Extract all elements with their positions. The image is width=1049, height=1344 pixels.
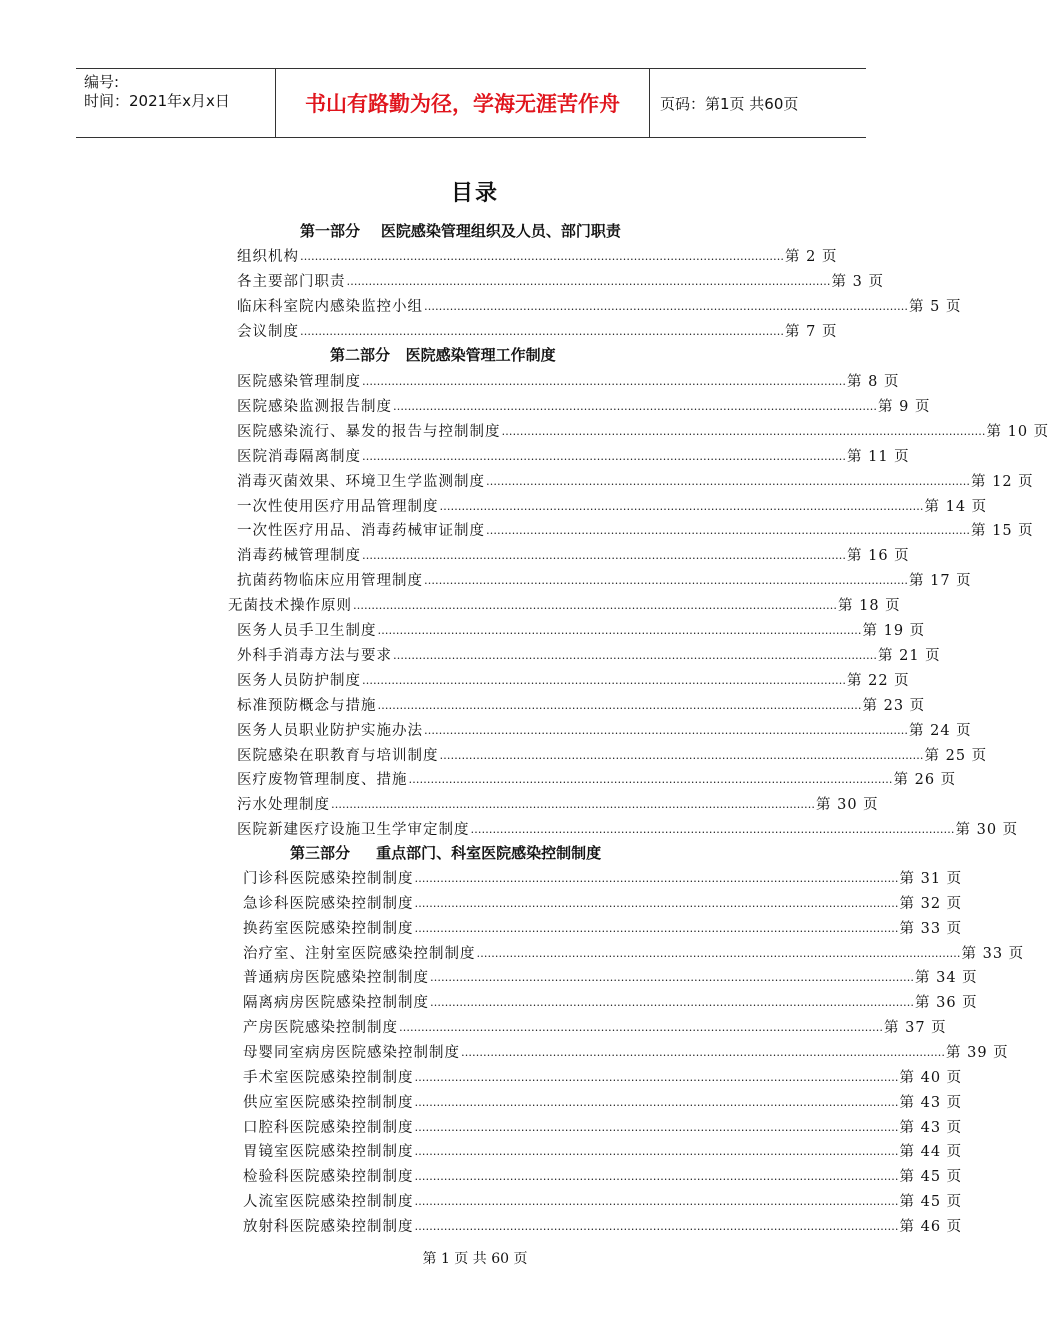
toc-entry-title: 手术室医院感染控制制度 xyxy=(243,1069,414,1086)
toc-entry-title: 一次性医疗用品、消毒药械审证制度 xyxy=(237,523,485,540)
toc-entry-page: 第 26 页 xyxy=(893,772,957,789)
toc-entry-title: 医院感染在职教育与培训制度 xyxy=(237,747,439,764)
section-heading: 第二部分 医院感染管理工作制度 xyxy=(330,346,556,364)
toc-entry-page: 第 44 页 xyxy=(899,1144,963,1161)
dot-leader: …………………………………………………………………………………………………………………… xyxy=(377,624,862,637)
page-footer: 第 1 页 共 60 页 xyxy=(422,1251,528,1267)
header-meta xyxy=(76,69,276,137)
toc-entry-page: 第 24 页 xyxy=(909,722,972,739)
toc-entry-page: 第 37 页 xyxy=(884,1020,947,1037)
toc-entry-title: 无菌技术操作原则 xyxy=(228,598,352,615)
toc-entry[interactable] xyxy=(237,319,838,341)
toc-entry-title: 治疗室、注射室医院感染控制制度 xyxy=(243,945,476,962)
toc-entry-page: 第 10 页 xyxy=(986,423,1049,440)
header-motto: 书山有路勤为径，学海无涯苦作舟 xyxy=(276,69,650,137)
dot-leader: …………………………………………………………………………………………………………………… xyxy=(414,1195,899,1209)
toc-entry-title: 标准预防概念与措施 xyxy=(237,697,377,714)
toc-entry-title: 供应室医院感染控制制度 xyxy=(243,1094,414,1111)
toc-entry-page: 第 9 页 xyxy=(878,398,931,415)
toc-entry-page: 第 17 页 xyxy=(909,573,972,590)
toc-entry-page: 第 18 页 xyxy=(838,598,901,615)
dot-leader: …………………………………………………………………………………………………………………… xyxy=(486,474,970,488)
toc-entry[interactable] xyxy=(237,244,838,266)
dot-leader: …………………………………………………………………………………………………………………… xyxy=(430,996,914,1010)
dot-leader: …………………………………………………………………………………………………………………… xyxy=(414,896,899,910)
toc-entry[interactable] xyxy=(237,568,972,590)
dot-leader: …………………………………………………………………………………………………………………… xyxy=(399,1021,883,1035)
toc-entry-title: 医院感染管理制度 xyxy=(237,374,361,390)
toc-entry-page: 第 36 页 xyxy=(915,995,978,1012)
toc-entry-title: 放射科医院感染控制制度 xyxy=(243,1218,414,1235)
toc-entry[interactable] xyxy=(243,1040,1009,1062)
number-label: 编号: xyxy=(84,73,120,91)
toc-entry-page: 第 40 页 xyxy=(899,1069,963,1086)
toc-entry-page: 第 32 页 xyxy=(899,895,963,912)
toc-entry[interactable] xyxy=(243,866,963,888)
toc-entry-page: 第 22 页 xyxy=(847,672,910,689)
toc-entry-title: 门诊科医院感染控制制度 xyxy=(243,871,414,887)
toc-entry-title: 急诊科医院感染控制制度 xyxy=(243,895,414,912)
toc-entry[interactable] xyxy=(237,668,910,690)
section-heading: 第一部分 医院感染管理组织及人员、部门职责 xyxy=(300,222,621,240)
toc-entry[interactable] xyxy=(237,767,957,789)
toc-entry-title: 普通病房医院感染控制制度 xyxy=(243,970,429,987)
toc-entry[interactable] xyxy=(237,743,988,765)
toc-entry-page: 第 31 页 xyxy=(899,871,963,887)
dot-leader: …………………………………………………………………………………………………………………… xyxy=(414,1070,899,1084)
dot-leader: …………………………………………………………………………………………………………………… xyxy=(439,499,924,513)
toc-entry-title: 消毒灭菌效果、环境卫生学监测制度 xyxy=(237,473,485,490)
toc-entry-title: 医务人员职业防护实施办法 xyxy=(237,722,423,739)
toc-entry-page: 第 39 页 xyxy=(946,1044,1009,1061)
dot-leader: …………………………………………………………………………………………………………………… xyxy=(300,250,784,263)
toc-entry[interactable] xyxy=(237,618,926,640)
toc-entry-page: 第 8 页 xyxy=(847,374,900,390)
toc-entry[interactable] xyxy=(243,1139,963,1161)
toc-entry-page: 第 12 页 xyxy=(971,473,1034,490)
dot-leader: …………………………………………………………………………………………………………………… xyxy=(393,648,877,662)
toc-entry-title: 各主要部门职责 xyxy=(237,273,346,290)
toc-entry[interactable] xyxy=(243,1065,963,1087)
dot-leader: …………………………………………………………………………………………………………………… xyxy=(414,1170,899,1184)
toc-entry-title: 人流室医院感染控制制度 xyxy=(243,1194,414,1211)
toc-entry[interactable] xyxy=(243,990,978,1012)
toc-entry-page: 第 14 页 xyxy=(924,498,988,515)
toc-entry[interactable] xyxy=(237,817,1019,839)
dot-leader: …………………………………………………………………………………………………………………… xyxy=(424,574,908,588)
toc-entry[interactable] xyxy=(237,469,1034,491)
toc-entry-title: 消毒药械管理制度 xyxy=(237,548,361,565)
toc-entry-title: 母婴同室病房医院感染控制制度 xyxy=(243,1044,460,1061)
time-label: 时间：2021年x月x日 xyxy=(84,92,230,110)
dot-leader: …………………………………………………………………………………………………………………… xyxy=(476,946,961,960)
toc-entry-page: 第 30 页 xyxy=(955,822,1019,839)
dot-leader: …………………………………………………………………………………………………………………… xyxy=(501,424,986,438)
toc-entry-title: 污水处理制度 xyxy=(237,797,330,814)
toc-entry[interactable] xyxy=(243,891,963,913)
toc-entry-page: 第 16 页 xyxy=(847,548,910,565)
dot-leader: …………………………………………………………………………………………………………………… xyxy=(414,1120,899,1134)
dot-leader: …………………………………………………………………………………………………………………… xyxy=(414,1219,899,1233)
dot-leader: …………………………………………………………………………………………………………………… xyxy=(393,399,877,413)
toc-entry[interactable] xyxy=(243,941,1025,963)
toc-entry-title: 医院新建医疗设施卫生学审定制度 xyxy=(237,822,470,839)
dot-leader: …………………………………………………………………………………………………………………… xyxy=(353,599,837,613)
toc-entry[interactable] xyxy=(243,1015,947,1037)
dot-leader: …………………………………………………………………………………………………………………… xyxy=(439,748,924,762)
toc-entry-page: 第 46 页 xyxy=(899,1218,963,1235)
toc-entry-page: 第 45 页 xyxy=(899,1169,963,1186)
toc-entry-title: 检验科医院感染控制制度 xyxy=(243,1169,414,1186)
dot-leader: …………………………………………………………………………………………………………………… xyxy=(414,921,899,935)
dot-leader: …………………………………………………………………………………………………………………… xyxy=(331,798,815,812)
dot-leader: …………………………………………………………………………………………………………………… xyxy=(362,449,846,463)
toc-entry-page: 第 25 页 xyxy=(924,747,988,764)
toc-entry[interactable] xyxy=(237,792,879,814)
toc-entry-title: 医务人员防护制度 xyxy=(237,672,361,689)
dot-leader: …………………………………………………………………………………………………………………… xyxy=(377,698,862,712)
toc-entry-page: 第 3 页 xyxy=(831,273,884,290)
toc-entry[interactable] xyxy=(243,916,963,938)
toc-entry-title: 组织机构 xyxy=(237,249,299,265)
dot-leader: …………………………………………………………………………………………………………………… xyxy=(414,872,899,885)
toc-entry[interactable] xyxy=(237,369,900,391)
toc-entry[interactable] xyxy=(237,518,1034,540)
dot-leader: …………………………………………………………………………………………………………………… xyxy=(362,549,846,563)
toc-entry[interactable] xyxy=(243,1214,963,1236)
toc-entry-page: 第 15 页 xyxy=(971,523,1034,540)
toc-entry[interactable] xyxy=(237,419,1049,441)
section-heading: 第三部分 重点部门、科室医院感染控制制度 xyxy=(290,844,602,862)
dot-leader: …………………………………………………………………………………………………………………… xyxy=(424,299,908,313)
dot-leader: …………………………………………………………………………………………………………………… xyxy=(461,1045,945,1059)
toc-entry-title: 换药室医院感染控制制度 xyxy=(243,920,414,937)
toc-entry[interactable] xyxy=(237,543,910,565)
dot-leader: …………………………………………………………………………………………………………………… xyxy=(362,673,846,687)
dot-leader: …………………………………………………………………………………………………………………… xyxy=(408,773,893,787)
toc-entry-page: 第 7 页 xyxy=(785,323,838,340)
toc-entry-title: 胃镜室医院感染控制制度 xyxy=(243,1144,414,1161)
toc-entry-title: 口腔科医院感染控制制度 xyxy=(243,1119,414,1136)
toc-entry[interactable] xyxy=(237,269,884,291)
toc-entry[interactable] xyxy=(243,1189,963,1211)
toc-entry[interactable] xyxy=(237,718,972,740)
dot-leader: …………………………………………………………………………………………………………………… xyxy=(424,723,908,737)
toc-entry-title: 一次性使用医疗用品管理制度 xyxy=(237,498,439,515)
toc-entry-page: 第 34 页 xyxy=(915,970,978,987)
dot-leader: …………………………………………………………………………………………………………………… xyxy=(300,324,784,338)
toc-entry-page: 第 5 页 xyxy=(909,298,962,315)
toc-entry-title: 会议制度 xyxy=(237,323,299,340)
dot-leader: …………………………………………………………………………………………………………………… xyxy=(430,971,914,985)
toc-entry[interactable] xyxy=(237,394,931,416)
dot-leader: …………………………………………………………………………………………………………………… xyxy=(346,274,831,288)
toc-entry-page: 第 33 页 xyxy=(961,945,1025,962)
toc-entry-page: 第 33 页 xyxy=(899,920,963,937)
toc-entry[interactable] xyxy=(243,1115,963,1137)
toc-entry-title: 产房医院感染控制制度 xyxy=(243,1020,398,1037)
toc-entry-title: 外科手消毒方法与要求 xyxy=(237,647,392,664)
toc-entry-page: 第 43 页 xyxy=(899,1094,963,1111)
toc-entry-page: 第 2 页 xyxy=(785,249,838,265)
toc-entry[interactable] xyxy=(237,693,926,715)
toc-entry[interactable] xyxy=(243,965,978,987)
dot-leader: …………………………………………………………………………………………………………………… xyxy=(362,375,846,388)
toc-entry-page: 第 19 页 xyxy=(862,623,926,639)
toc-entry-page: 第 11 页 xyxy=(847,448,910,465)
dot-leader: …………………………………………………………………………………………………………………… xyxy=(414,1145,899,1159)
toc-entry-title: 临床科室院内感染监控小组 xyxy=(237,298,423,315)
toc-entry[interactable] xyxy=(237,444,910,466)
toc-entry[interactable] xyxy=(243,1164,963,1186)
header-page-info: 页码：第1页 共60页 xyxy=(660,94,799,113)
toc-entry-page: 第 23 页 xyxy=(862,697,926,714)
toc-title: 目录 xyxy=(450,180,499,206)
toc-entry-page: 第 30 页 xyxy=(816,797,879,814)
toc-entry-title: 抗菌药物临床应用管理制度 xyxy=(237,573,423,590)
toc-entry-page: 第 43 页 xyxy=(899,1119,963,1136)
toc-entry-page: 第 21 页 xyxy=(878,647,941,664)
toc-entry-title: 隔离病房医院感染控制制度 xyxy=(243,995,429,1012)
dot-leader: …………………………………………………………………………………………………………………… xyxy=(414,1095,899,1109)
toc-entry[interactable] xyxy=(228,593,901,615)
toc-entry[interactable] xyxy=(243,1090,963,1112)
toc-entry-page: 第 45 页 xyxy=(899,1194,963,1211)
toc-entry[interactable] xyxy=(237,294,962,316)
toc-entry-title: 医院感染监测报告制度 xyxy=(237,398,392,415)
toc-entry[interactable] xyxy=(237,494,988,516)
toc-entry-title: 医疗废物管理制度、措施 xyxy=(237,772,408,789)
toc-entry[interactable] xyxy=(237,643,941,665)
toc-entry-title: 医院感染流行、暴发的报告与控制制度 xyxy=(237,423,501,440)
toc-entry-title: 医院消毒隔离制度 xyxy=(237,448,361,465)
page-header xyxy=(76,68,866,138)
dot-leader: …………………………………………………………………………………………………………………… xyxy=(486,524,970,538)
toc-entry-title: 医务人员手卫生制度 xyxy=(237,623,377,639)
dot-leader: …………………………………………………………………………………………………………………… xyxy=(470,823,955,837)
